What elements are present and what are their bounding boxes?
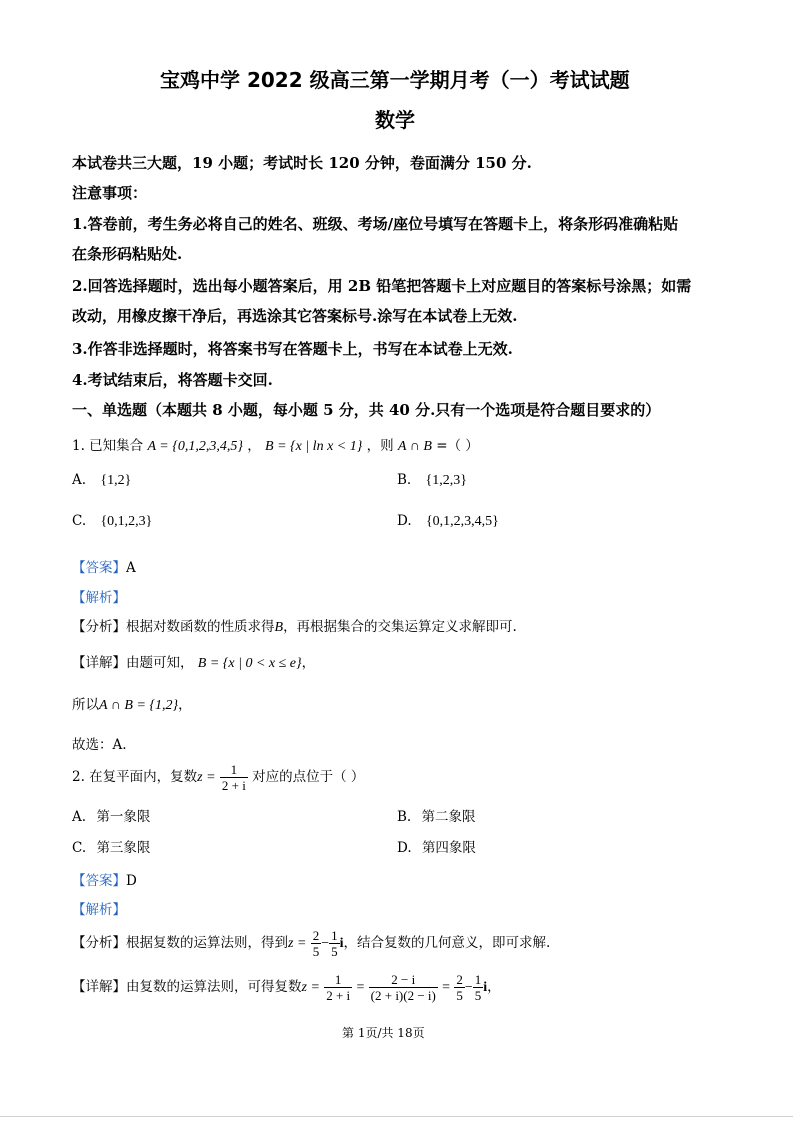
q1-so-pre: 所以	[72, 697, 99, 713]
q2-answer-tag: 【答案】	[72, 873, 126, 889]
q1-so-math: A ∩ B = {1,2}	[99, 698, 179, 713]
q2-detail-z: z =	[301, 980, 320, 995]
question-1-ask-pre: ，则	[366, 438, 394, 454]
q2-fenxi-frac-2: $\frac{1}{5}$	[331, 928, 338, 959]
q1-option-a-label: A.	[72, 472, 87, 488]
question-2-stem	[72, 762, 364, 793]
q1-detail-math: B = {x | 0 < x ≤ e}	[197, 656, 302, 671]
q2-detail-eq-2: =	[442, 980, 451, 995]
q2-z: z =	[197, 770, 216, 785]
q2-analysis-tag: 【解析】	[72, 902, 126, 918]
q1-option-c	[72, 513, 152, 530]
q1-analysis-tag: 【解析】	[72, 590, 126, 606]
q2-option-d	[397, 836, 476, 856]
q1-fenxi	[72, 615, 517, 636]
q1-detail-post: ，	[301, 655, 316, 671]
q2-option-b	[397, 805, 476, 825]
q2-fraction: $\frac{1}{2 + i}$	[221, 762, 246, 793]
q2-fenxi-minus: −	[321, 936, 330, 951]
q2-fenxi-i: i	[339, 936, 344, 951]
q2-option-c	[72, 836, 150, 856]
q2-detail-eq-1: =	[356, 980, 365, 995]
note-1-line-2: 在条形码粘贴处.	[72, 245, 183, 263]
q1-option-a	[72, 472, 131, 489]
q2-fenxi	[72, 928, 550, 959]
q2-detail-tag: 【详解】	[72, 979, 126, 995]
exam-summary: 本试卷共三大题，19 小题；考试时长 120 分钟，卷面满分 150 分.	[72, 154, 532, 172]
q1-detail-pre: 由题可知，	[126, 655, 194, 671]
q2-option-c-label: C.	[72, 840, 87, 856]
q2-detail-frac-2: $\frac{2 - i}{(2 + i)(2 - i)}$	[370, 972, 436, 1003]
q1-choose: 故选：A.	[72, 737, 127, 753]
q1-detail	[72, 651, 315, 672]
note-1-line-1: 1.答卷前，考生务必将自己的姓名、班级、考场/座位号填写在答题卡上，将条形码准确粘贴	[72, 215, 679, 233]
q1-fenxi-var: B	[274, 620, 284, 635]
q2-option-a-value: 第一象限	[96, 809, 151, 825]
question-2-suffix: 对应的点位于（ ）	[252, 769, 365, 785]
set-a: A = {0,1,2,3,4,5}	[147, 439, 243, 454]
q2-option-d-label: D.	[397, 840, 412, 856]
q2-detail-frac-1: $\frac{1}{2 + i}$	[326, 972, 351, 1003]
q2-fenxi-post: ，结合复数的几何意义，即可求解.	[343, 935, 551, 951]
question-1-stem	[72, 434, 479, 455]
q1-option-d-value: {0,1,2,3,4,5}	[425, 514, 499, 529]
section-1-heading: 一、单选题（本题共 8 小题，每小题 5 分，共 40 分.只有一个选项是符合题目要求的）	[72, 401, 661, 419]
page-number: 第 1页/共 18页	[342, 1026, 425, 1040]
q2-option-b-label: B.	[397, 809, 412, 825]
question-1-ask-post: =（ ）	[436, 438, 479, 454]
q1-fenxi-pre: 根据对数函数的性质求得	[126, 619, 275, 635]
q2-option-a-label: A.	[72, 809, 87, 825]
notice-heading: 注意事项：	[72, 184, 148, 202]
q1-option-c-label: C.	[72, 513, 87, 529]
q1-option-b	[397, 472, 467, 489]
q1-fenxi-post: ，再根据集合的交集运算定义求解即可.	[283, 619, 517, 635]
q2-answer-value: D	[126, 873, 137, 889]
q1-answer	[72, 556, 136, 576]
q2-option-a	[72, 805, 150, 825]
note-2-line-2: 改动，用橡皮擦干净后，再选涂其它答案标号.涂写在本试卷上无效.	[72, 307, 518, 325]
q2-fenxi-pre: 根据复数的运算法则，得到	[126, 935, 288, 951]
q1-option-b-label: B.	[397, 472, 412, 488]
q2-detail-frac-4: $\frac{1}{5}$	[474, 972, 482, 1003]
q2-fenxi-tag: 【分析】	[72, 935, 126, 951]
q2-option-d-value: 第四象限	[421, 840, 476, 856]
question-1-comma: ，	[247, 438, 261, 454]
q1-answer-tag: 【答案】	[72, 560, 126, 576]
q2-detail	[72, 972, 501, 1003]
q2-detail-minus: −	[464, 980, 473, 995]
q1-detail-tag: 【详解】	[72, 655, 126, 671]
page-bottom-divider	[0, 1116, 793, 1117]
q1-so	[72, 693, 192, 714]
question-2-prefix: 2. 在复平面内，复数	[72, 769, 198, 785]
q1-option-d	[397, 513, 499, 530]
q1-so-post: ，	[178, 697, 192, 713]
q1-option-d-label: D.	[397, 513, 412, 529]
set-b: B = {x | ln x < 1}	[265, 439, 363, 454]
q1-answer-value: A	[126, 560, 136, 576]
q2-fenxi-z: z =	[288, 936, 307, 951]
q1-option-c-value: {0,1,2,3}	[100, 514, 153, 529]
q2-detail-frac-3: $\frac{2}{5}$	[456, 972, 463, 1003]
exam-title: 宝鸡中学 2022 级高三第一学期月考（一）考试试题	[160, 68, 630, 92]
subject-title: 数学	[375, 108, 415, 132]
q2-option-c-value: 第三象限	[96, 840, 151, 856]
q2-option-b-value: 第二象限	[421, 809, 476, 825]
question-1-prefix: 1. 已知集合	[72, 438, 144, 454]
q1-option-a-value: {1,2}	[100, 473, 132, 488]
q1-fenxi-tag: 【分析】	[72, 619, 126, 635]
q1-option-b-value: {1,2,3}	[425, 473, 467, 488]
note-3: 3.作答非选择题时，将答案书写在答题卡上，书写在本试卷上无效.	[72, 340, 513, 358]
note-4: 4.考试结束后，将答题卡交回.	[72, 371, 273, 389]
question-1-expr: A ∩ B	[397, 439, 432, 454]
q2-detail-i: i	[483, 980, 488, 995]
q2-detail-pre: 由复数的运算法则，可得复数	[126, 979, 302, 995]
q2-fenxi-frac-1: $\frac{2}{5}$	[312, 928, 320, 959]
q2-answer	[72, 869, 137, 889]
note-2-line-1: 2.回答选择题时，选出每小题答案后，用 2B 铅笔把答题卡上对应题目的答案标号涂黑；如需	[72, 277, 692, 295]
q2-detail-post: ，	[487, 979, 501, 995]
